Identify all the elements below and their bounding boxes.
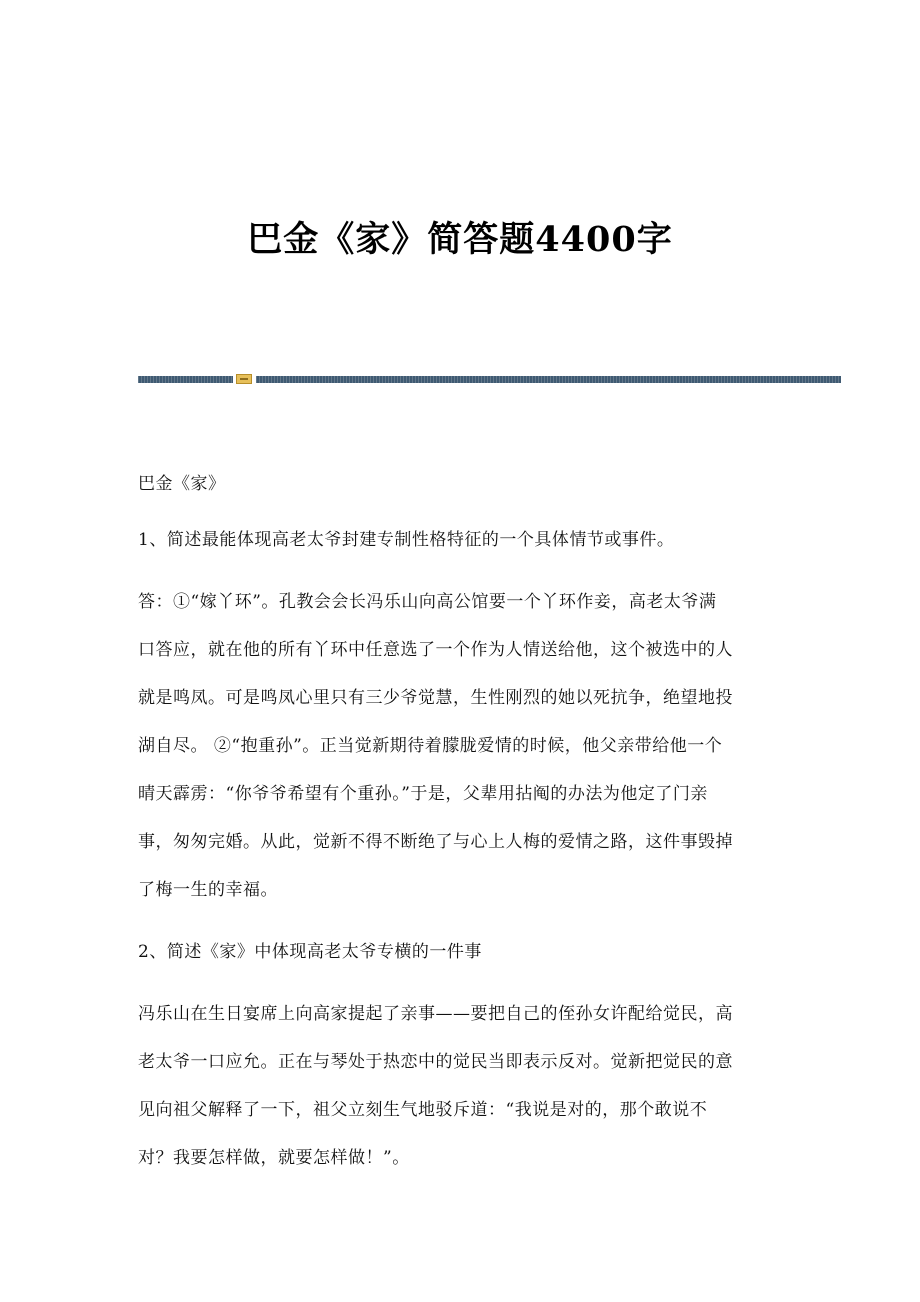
document-body — [138, 466, 788, 1202]
answer-2 — [138, 990, 788, 1182]
answer-2-line: 见向祖父解释了一下，祖父立刻生气地驳斥道：“我说是对的，那个敢说不 — [138, 1100, 708, 1120]
answer-2-line: 对？我要怎样做，就要怎样做！”。 — [138, 1148, 410, 1168]
divider-bar-right — [256, 376, 841, 383]
intro-heading: 巴金《家》 — [138, 474, 226, 494]
answer-1-line: 晴天霹雳：“你爷爷希望有个重孙。”于是，父辈用拈阄的办法为他定了门亲 — [138, 784, 708, 804]
divider-ornament-icon — [236, 374, 252, 384]
answer-1-line: 口答应，就在他的所有丫环中任意选了一个作为人情送给他，这个被选中的人 — [138, 640, 733, 660]
answer-1-line: 湖自尽。 ②“抱重孙”。正当觉新期待着朦胧爱情的时候，他父亲带给他一个 — [138, 736, 723, 756]
answer-2-line: 老太爷一口应允。正在与琴处于热恋中的觉民当即表示反对。觉新把觉民的意 — [138, 1052, 733, 1072]
answer-1-line: 答：①“嫁丫环”。孔教会会长冯乐山向高公馆要一个丫环作妾，高老太爷满 — [138, 592, 717, 612]
title-divider — [138, 374, 841, 384]
answer-1-line: 了梅一生的幸福。 — [138, 880, 278, 900]
page-title: 巴金《家》简答题4400字 — [247, 219, 673, 260]
divider-bar-left — [138, 376, 233, 383]
answer-1-line: 就是鸣凤。可是鸣凤心里只有三少爷觉慧，生性刚烈的她以死抗争，绝望地投 — [138, 688, 733, 708]
answer-1 — [138, 578, 788, 914]
answer-2-line: 冯乐山在生日宴席上向高家提起了亲事——要把自己的侄孙女许配给觉民，高 — [138, 1004, 733, 1024]
question-2: 2、简述《家》中体现高老太爷专横的一件事 — [138, 942, 482, 962]
answer-1-line: 事，匆匆完婚。从此，觉新不得不断绝了与心上人梅的爱情之路，这件事毁掉 — [138, 832, 733, 852]
question-1: 1、简述最能体现高老太爷封建专制性格特征的一个具体情节或事件。 — [138, 530, 675, 550]
